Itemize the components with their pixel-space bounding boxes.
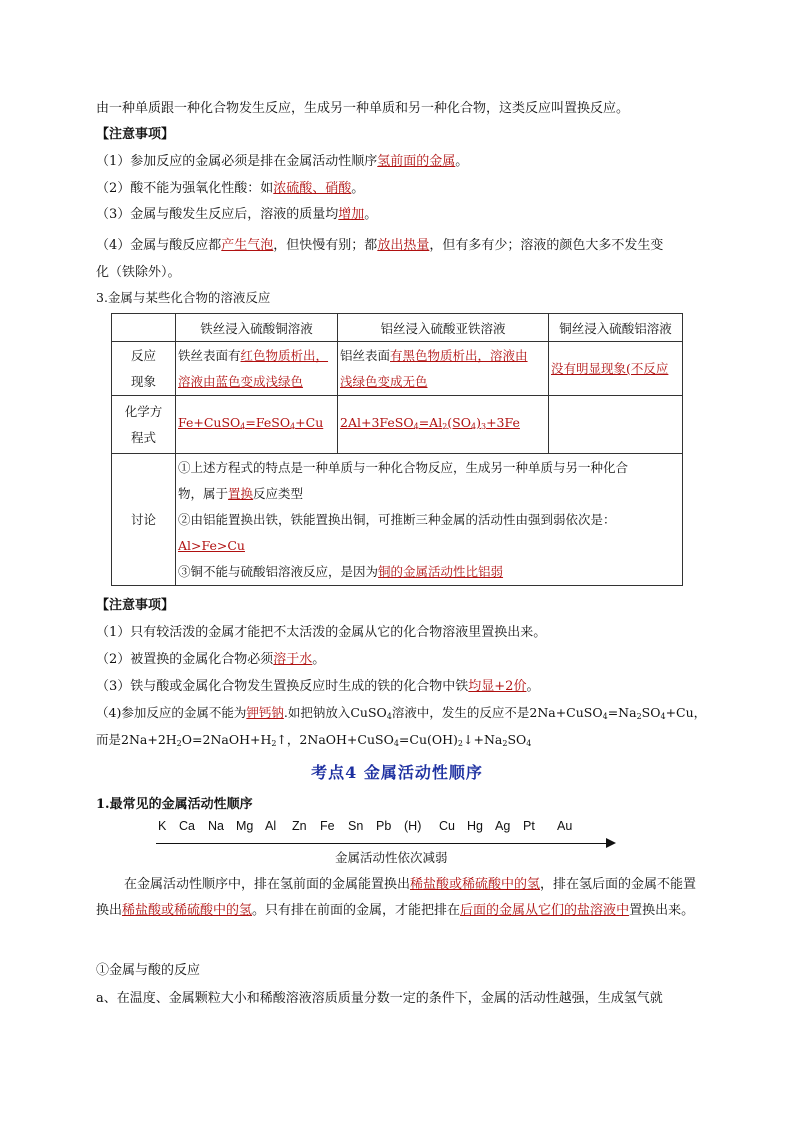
activity-series-subtitle: 1.最常见的金属活动性顺序 (96, 797, 253, 812)
series-ca: Ca (179, 819, 195, 833)
series-ag: Ag (495, 819, 511, 833)
kaodian-4-title: 考点4 金属活动性顺序 (311, 763, 483, 782)
item-metal-acid: ①金属与酸的反应 (96, 963, 201, 978)
note2-4-tail: 而是$2Na+2H_2O=2NaOH+H_2↑$，$2NaOH+CuSO_4=Cu(OH)_2↓+Na_2SO_4$ (96, 732, 532, 748)
cell-phenomenon-2: 铝丝表面有黑色物质析出，溶液由 浅绿色变成无色 (338, 342, 549, 396)
series-pt: Pt (523, 819, 535, 833)
reaction-table (111, 313, 683, 586)
note2-3: （3）铁与酸或金属化合物发生置换反应时生成的铁的化合物中铁均显+2价。 (96, 679, 540, 694)
note1-4: （4）金属与酸反应都产生气泡，但快慢有别；都放出热量，但有多有少；溶液的颜色大多不发生变 (96, 238, 664, 253)
row-label-equation: 化学方 程式 (112, 396, 176, 454)
notes2-title: 【注意事项】 (96, 598, 175, 613)
equation-fe-cuso4: Fe+CuSO$_4$=FeSO$_4$+Cu (176, 396, 338, 454)
series-h: (H) (404, 819, 422, 833)
series-cu: Cu (439, 819, 455, 833)
activity-arrow-head (606, 838, 616, 848)
row-label-phenomenon: 反应 现象 (112, 342, 176, 396)
series-hg: Hg (467, 819, 483, 833)
note1-4-tail: 化（铁除外）。 (96, 265, 181, 280)
notes1-title: 【注意事项】 (96, 127, 175, 142)
header-al-feso4: 铝丝浸入硫酸亚铁溶液 (338, 314, 549, 342)
table-corner (112, 314, 176, 342)
intro-text: 由一种单质跟一种化合物发生反应，生成另一种单质和另一种化合物，这类反应叫置换反应。 (96, 101, 630, 116)
discussion-cell: ①上述方程式的特点是一种单质与一种化合物反应，生成另一种单质与另一种化合 物，属于置换反应类型 ②由铝能置换出铁，铁能置换出铜，可推断三种金属的活动性由强到弱依次是： Al>Fe>Cu ③铜不能与硫酸铝溶液反应，是因为铜的金属活动性比铝弱 (176, 454, 683, 586)
series-na: Na (208, 819, 224, 833)
series-al: Al (265, 819, 277, 833)
cell-phenomenon-1: 铁丝表面有红色物质析出， 溶液由蓝色变成浅绿色 (176, 342, 338, 396)
equation-al-feso4: $2Al+3FeSO_4=Al_2(SO_4)_3+3Fe$ (338, 396, 549, 454)
note2-4: （4)参加反应的金属不能为钾钙钠.如把钠放入CuSO$_4$溶液中，发生的反应不是$2Na+CuSO_4=Na_2SO_4+Cu$， (96, 705, 707, 721)
equation-cu-empty (549, 396, 683, 454)
header-cu-al2so4: 铜丝浸入硫酸铝溶液 (549, 314, 683, 342)
note1-1: （1）参加反应的金属必须是排在金属活动性顺序氢前面的金属。 (96, 154, 469, 169)
row-label-discussion: 讨论 (112, 454, 176, 586)
note2-2: （2）被置换的金属化合物必须溶于水。 (96, 652, 326, 667)
section3-title: 3.金属与某些化合物的溶液反应 (96, 290, 271, 305)
item-a-text: a、在温度、金属颗粒大小和稀酸溶液溶质质量分数一定的条件下，金属的活动性越强，生成氢气就 (96, 991, 663, 1006)
series-pb: Pb (376, 819, 392, 833)
header-fe-cuso4: 铁丝浸入硫酸铜溶液 (176, 314, 338, 342)
note2-1: （1）只有较活泼的金属才能把不太活泼的金属从它的化合物溶液里置换出来。 (96, 625, 547, 640)
note1-2: （2）酸不能为强氧化性酸：如浓硫酸、硝酸。 (96, 181, 365, 196)
activity-arrow-line (156, 843, 608, 844)
series-sn: Sn (348, 819, 364, 833)
activity-paragraph: 在金属活动性顺序中，排在氢前面的金属能置换出稀盐酸或稀硫酸中的氢，排在氢后面的金属不能置换出稀盐酸或稀硫酸中的氢。只有排在前面的金属，才能把排在后面的金属从它们的盐溶液中置换出来。 (96, 877, 697, 918)
activity-arrow-label: 金属活动性依次减弱 (335, 850, 448, 865)
series-k: K (158, 819, 167, 833)
note1-3: （3）金属与酸发生反应后，溶液的质量均增加。 (96, 207, 378, 222)
series-mg: Mg (236, 819, 254, 833)
series-fe: Fe (320, 819, 335, 833)
series-au: Au (557, 819, 573, 833)
series-zn: Zn (292, 819, 307, 833)
cell-phenomenon-3: 没有明显现象(不反应 (549, 342, 683, 396)
